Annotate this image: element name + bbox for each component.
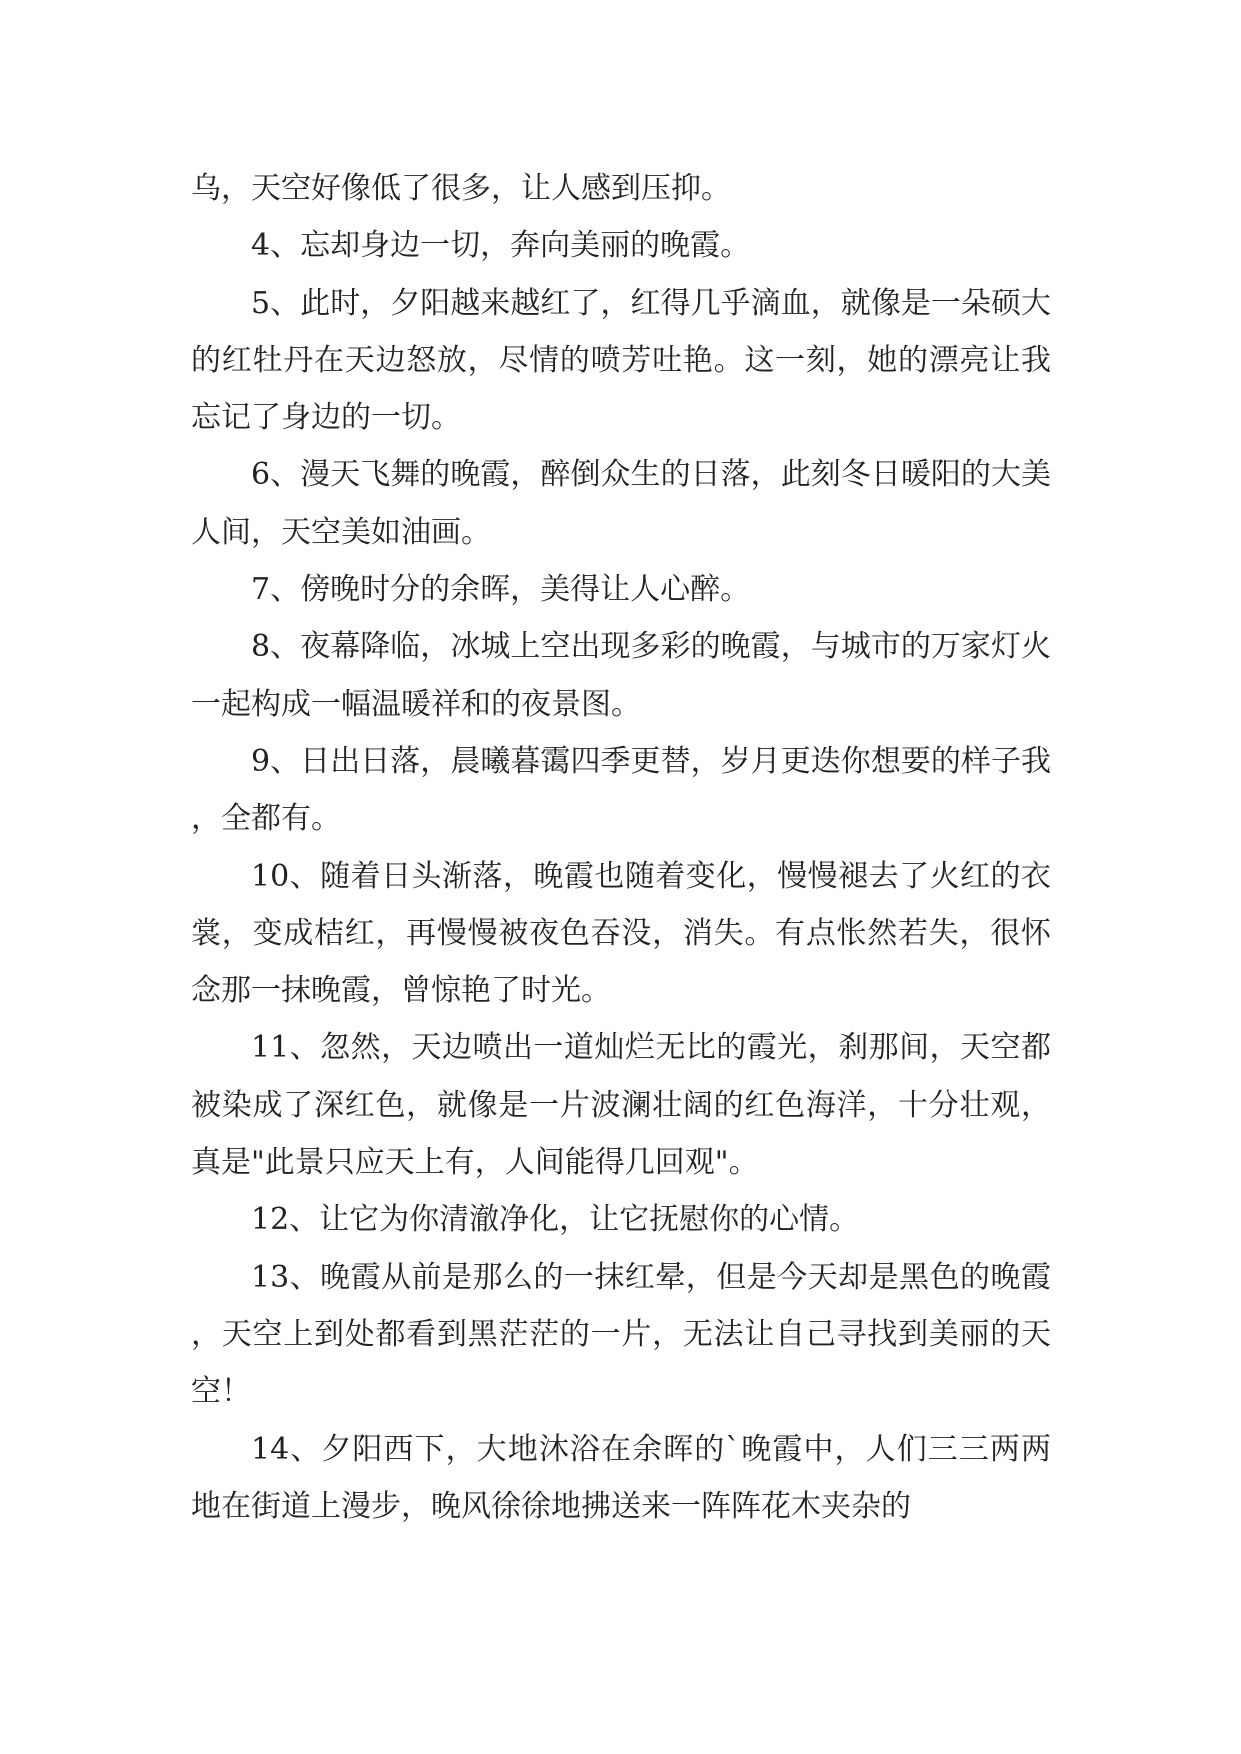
paragraph-item-10: 10、随着日头渐落，晚霞也随着变化，慢慢褪去了火红的衣裳，变成桔红，再慢慢被夜色吞没，消失。有点怅然若失，很怀念那一抹晚霞，曾惊艳了时光。 bbox=[191, 858, 1051, 1009]
paragraph-item-12: 12、让它为你清澈净化，让它抚慰你的心情。 bbox=[251, 1202, 860, 1238]
paragraph-item-6: 6、漫天飞舞的晚霞，醉倒众生的日落，此刻冬日暖阳的大美人间，天空美如油画。 bbox=[191, 457, 1051, 550]
paragraph-item-7: 7、傍晚时分的余晖，美得让人心醉。 bbox=[251, 572, 751, 608]
paragraph-item-9: 9、日出日落，晨曦暮霭四季更替，岁月更迭你想要的样子我，全都有。 bbox=[191, 743, 1051, 837]
paragraph-item-4: 4、忘却身边一切，奔向美丽的晚霞。 bbox=[251, 228, 751, 264]
document-body bbox=[191, 160, 1051, 1535]
paragraph-item-13: 13、晚霞从前是那么的一抹红晕，但是今天却是黑色的晚霞，天空上到处都看到黑茫茫的一片，无法让自己寻找到美丽的天空！ bbox=[191, 1259, 1051, 1410]
paragraph-item-8: 8、夜幕降临，冰城上空出现多彩的晚霞，与城市的万家灯火一起构成一幅温暖祥和的夜景图。 bbox=[191, 629, 1051, 722]
paragraph-item-5: 5、此时，夕阳越来越红了，红得几乎滴血，就像是一朵硕大的红牡丹在天边怒放，尽情的喷芳吐艳。这一刻，她的漂亮让我忘记了身边的一切。 bbox=[191, 285, 1051, 436]
paragraph-continuation: 乌，天空好像低了很多，让人感到压抑。 bbox=[191, 171, 731, 206]
paragraph-item-14: 14、夕阳西下，大地沐浴在余晖的`晚霞中，人们三三两两地在街道上漫步，晚风徐徐地拂送来一阵阵花木夹杂的 bbox=[191, 1431, 1051, 1524]
paragraph-item-11: 11、忽然，天边喷出一道灿烂无比的霞光，刹那间，天空都被染成了深红色，就像是一片波澜壮阔的红色海洋，十分壮观，真是"此景只应天上有，人间能得几回观"。 bbox=[191, 1030, 1051, 1181]
